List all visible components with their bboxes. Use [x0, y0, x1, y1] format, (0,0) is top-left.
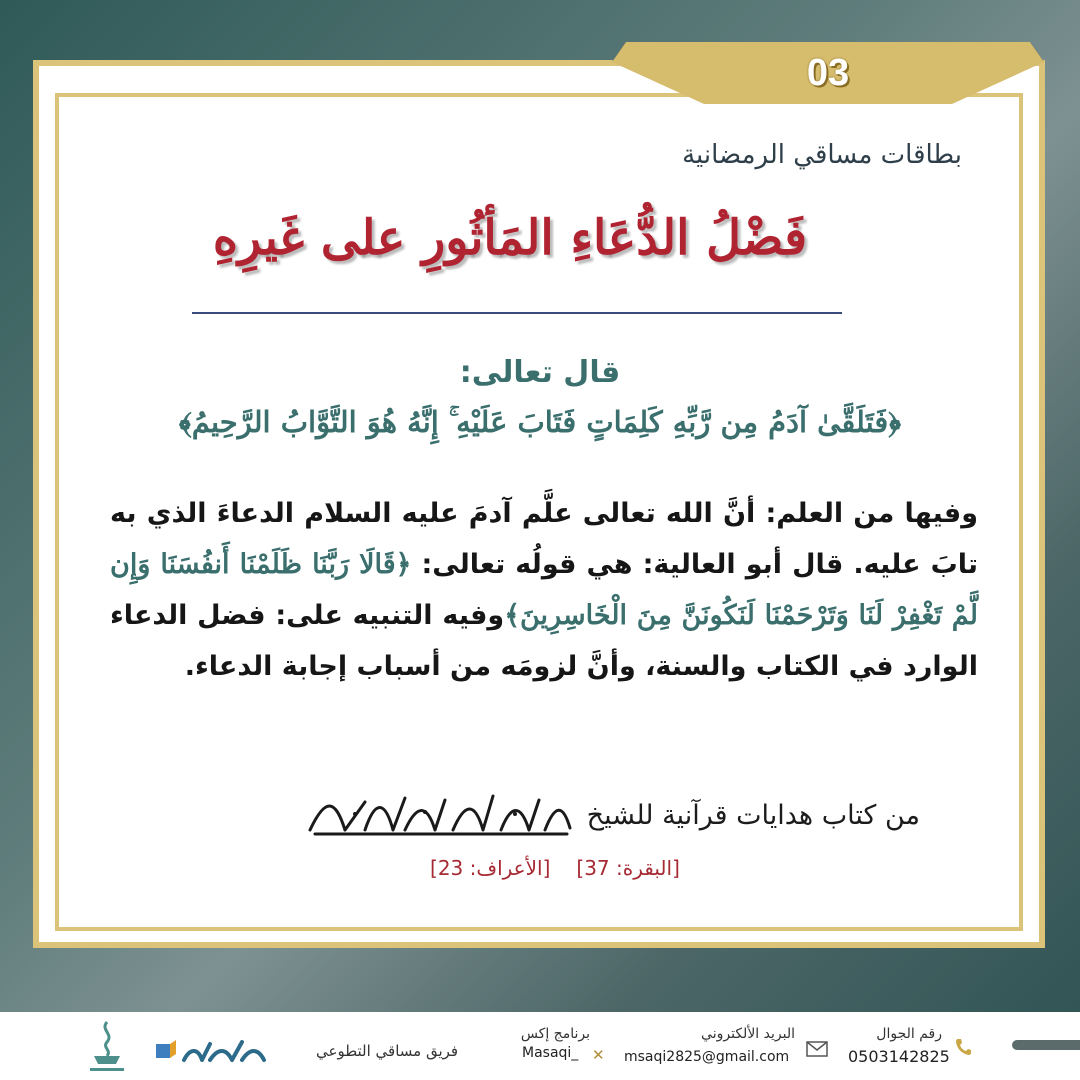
card-title: فَضْلُ الدُّعَاءِ المَأثُورِ على غَيرِهِ	[212, 210, 808, 266]
card-number: 03	[806, 52, 850, 94]
body-part-1: وفيها من العلم: أنَّ الله تعالى علَّم آدمَ عليه السلام الدعاءَ الذي به تابَ عليه. قال أبو العالية: هي قولُه تعالى:	[110, 498, 978, 580]
footer-accent-bar	[1012, 1040, 1080, 1050]
association-logo	[82, 1016, 132, 1076]
body-quote: ﴿قَالَا رَبَّنَا ظَلَمْنَا أَنفُسَنَا وَإِن لَّمْ تَغْفِرْ لَنَا وَتَرْحَمْنَا لَنَكُونَنَّ مِنَ الْخَاسِرِينَ﴾	[110, 549, 978, 631]
ref-araf: [الأعراف: 23]	[430, 856, 551, 880]
footer	[0, 1012, 1080, 1080]
body-part-2: وفيه التنبيه على: فضل الدعاء الوارد في الكتاب والسنة، وأنَّ لزومَه من أسباب إجابة الدعاء.	[110, 600, 978, 682]
email-label: البريد الألكتروني	[701, 1026, 795, 1042]
phone-icon	[955, 1038, 971, 1056]
email-address[interactable]: msaqi2825@gmail.com	[624, 1049, 790, 1065]
source-line	[305, 790, 920, 840]
x-icon: ✕	[592, 1046, 605, 1064]
series-title: بطاقات مساقي الرمضانية	[682, 140, 962, 170]
signature-calligraphy	[305, 790, 575, 840]
phone-label: رقم الجوال	[876, 1026, 942, 1042]
ref-baqara: [البقرة: 37]	[576, 856, 680, 880]
number-ribbon	[612, 40, 1044, 104]
x-label: برنامج إكس	[520, 1026, 590, 1042]
phone-number[interactable]: 0503142825	[848, 1047, 950, 1066]
body-paragraph	[110, 488, 978, 692]
source-text: من كتاب هدايات قرآنية للشيخ	[586, 799, 920, 831]
team-name: فريق مساقي التطوعي	[316, 1042, 459, 1060]
masaqi-logo	[150, 1030, 270, 1070]
verse-intro: قال تعالى:	[459, 355, 621, 390]
verse-text: ﴿فَتَلَقَّىٰ آدَمُ مِن رَّبِّهِ كَلِمَاتٍ فَتَابَ عَلَيْهِ ۚ إِنَّهُ هُوَ التَّوَّابُ الرَّحِيمُ﴾	[178, 405, 902, 439]
title-divider	[192, 312, 842, 314]
x-handle[interactable]: Masaqi_	[522, 1045, 579, 1061]
references	[430, 856, 680, 880]
mail-icon	[806, 1041, 828, 1057]
